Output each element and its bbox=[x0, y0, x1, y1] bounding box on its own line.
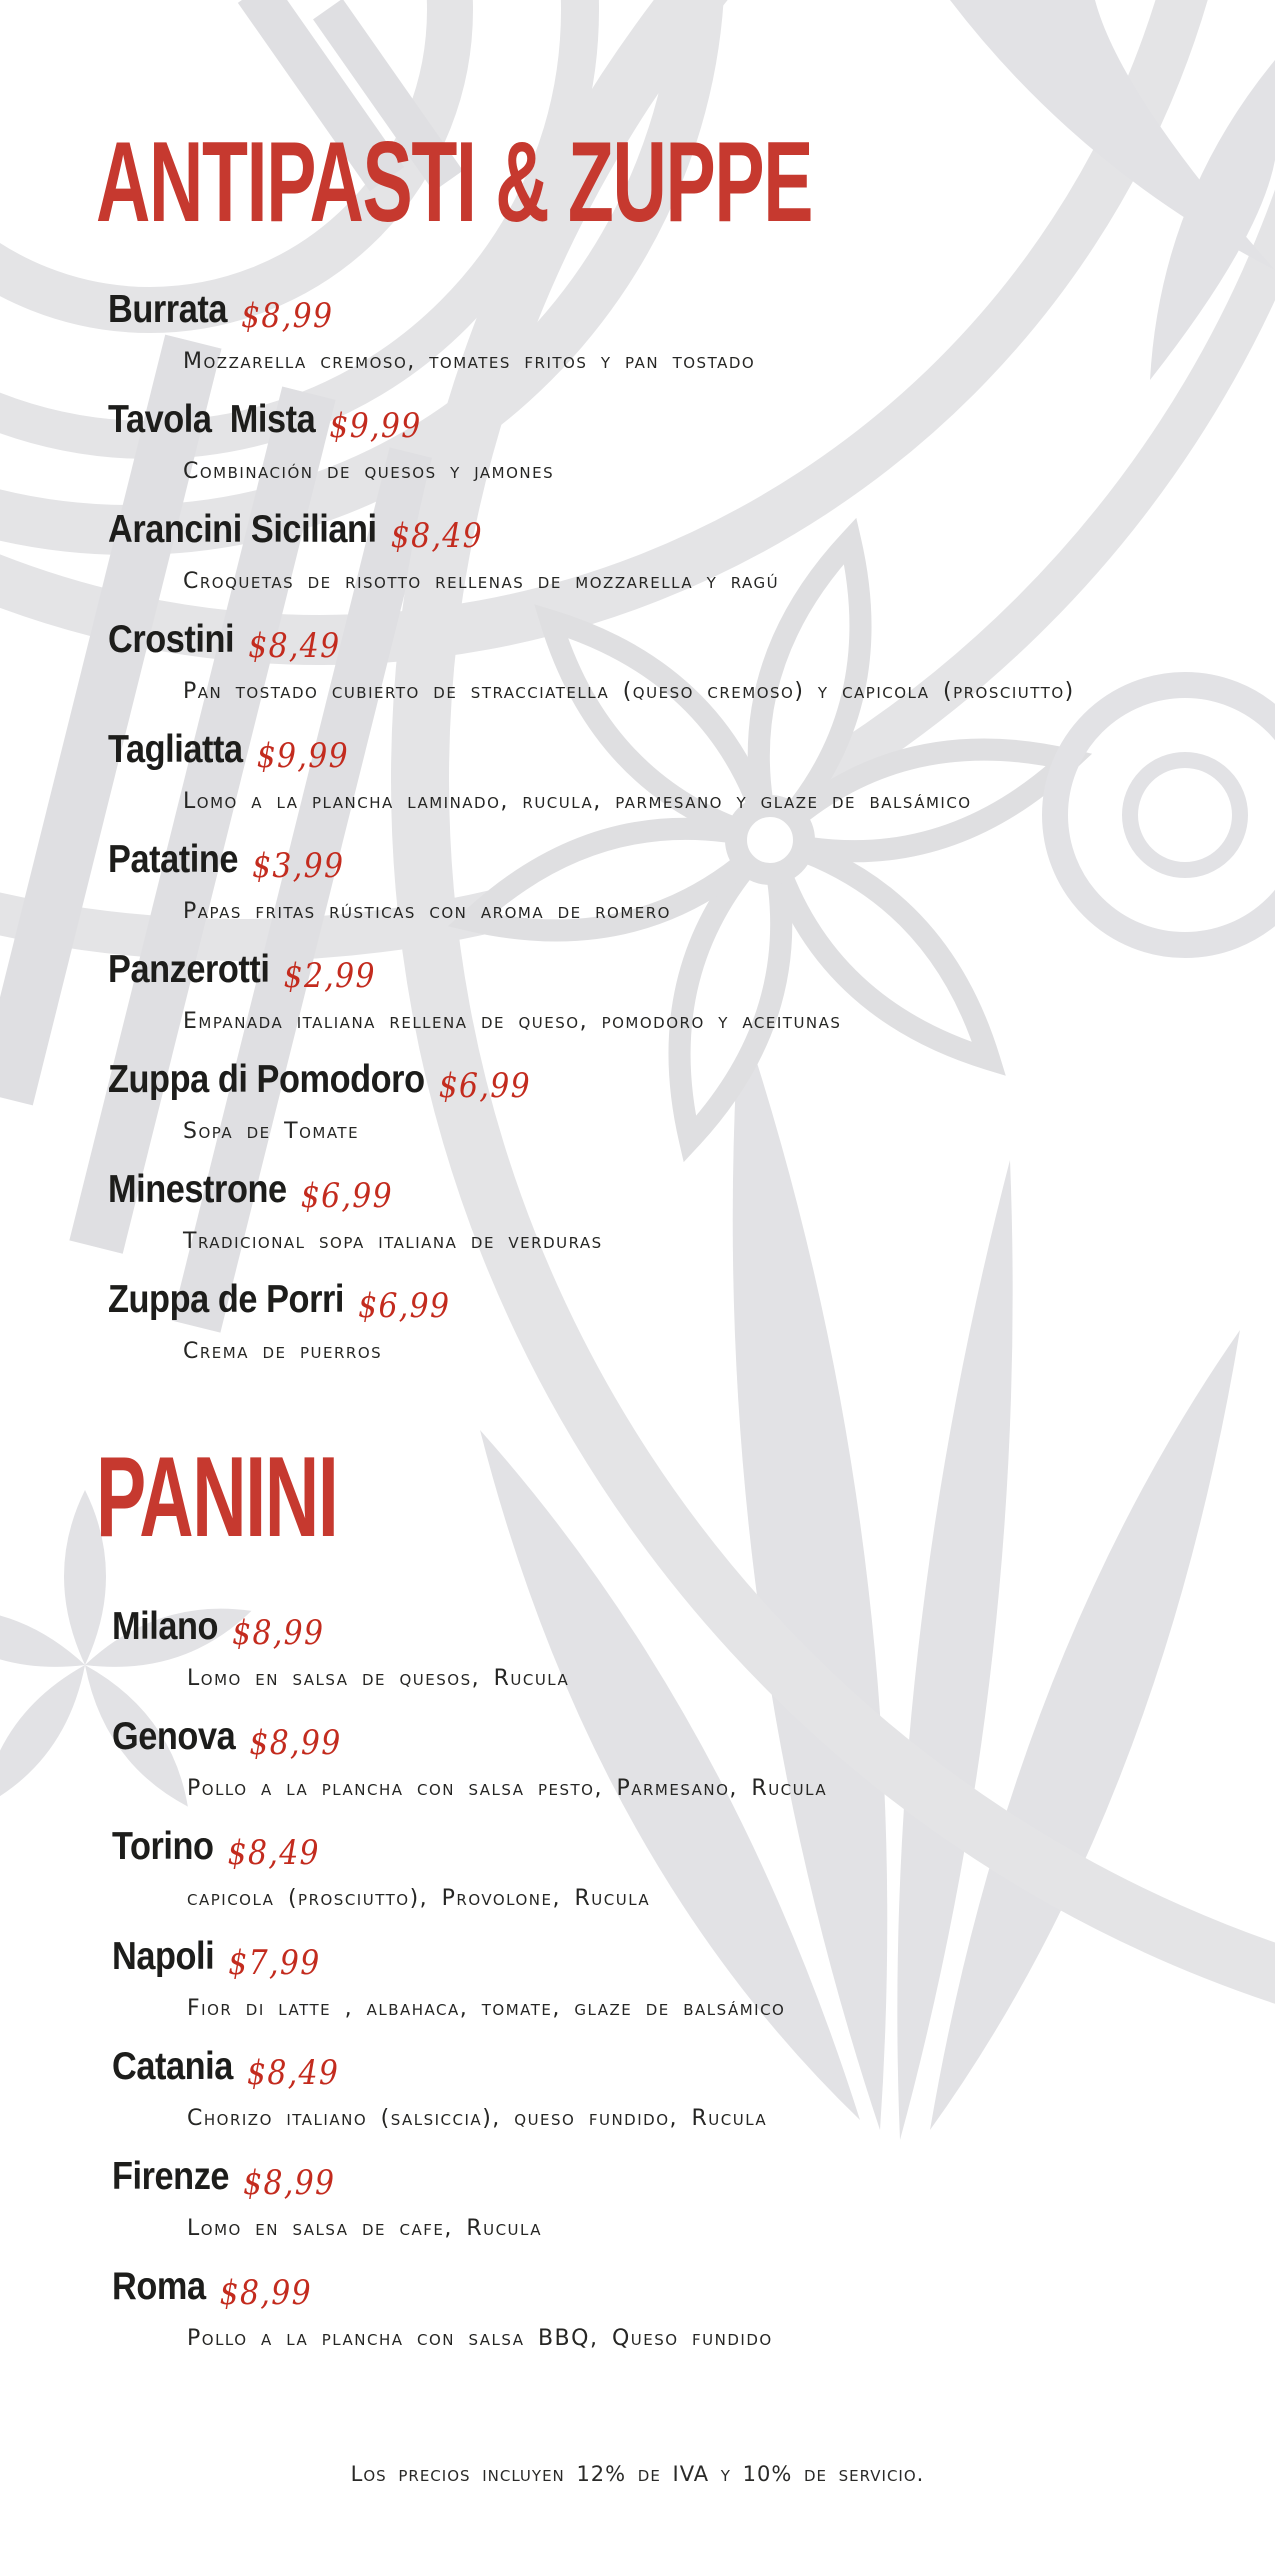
section-title-antipasti-zuppe: ANTIPASTI & ZUPPE bbox=[96, 119, 813, 246]
menu-item-description: Crema de puerros bbox=[183, 1339, 383, 1364]
menu-item bbox=[108, 728, 1075, 838]
menu-item-price: $8,99 bbox=[232, 1613, 325, 1653]
menu-item bbox=[112, 1605, 827, 1715]
menu-item-name: Zuppa di Pomodoro bbox=[108, 1058, 425, 1101]
menu-item bbox=[108, 288, 1075, 398]
menu-item-name: Arancini Siciliani bbox=[108, 508, 377, 551]
menu-item-description: Lomo en salsa de cafe, Rucula bbox=[187, 2216, 542, 2241]
menu-item-description: Tradicional sopa italiana de verduras bbox=[183, 1229, 603, 1254]
menu-item bbox=[108, 1058, 1075, 1168]
menu-item bbox=[108, 1168, 1075, 1278]
menu-item bbox=[112, 1825, 827, 1935]
menu-item bbox=[112, 2155, 827, 2265]
menu-item bbox=[108, 948, 1075, 1058]
menu-item-name: Tavola Mista bbox=[108, 398, 316, 441]
menu-item-price: $9,99 bbox=[329, 406, 422, 446]
menu-item bbox=[112, 1715, 827, 1825]
menu-item-name: Napoli bbox=[112, 1935, 215, 1978]
menu-item-description: Pollo a la plancha con salsa BBQ, Queso fundido bbox=[187, 2326, 773, 2351]
menu-item-description: Mozzarella cremoso, tomates fritos y pan tostado bbox=[183, 349, 756, 374]
menu-item-price: $8,99 bbox=[219, 2273, 312, 2313]
menu-item-description: Combinación de quesos y jamones bbox=[183, 459, 555, 484]
menu-item-price: $8,49 bbox=[248, 626, 341, 666]
menu-item bbox=[112, 2045, 827, 2155]
menu-item-description: Pollo a la plancha con salsa pesto, Parmesano, Rucula bbox=[187, 1776, 828, 1801]
menu-item bbox=[108, 1278, 1075, 1388]
menu-item-name: Burrata bbox=[108, 288, 227, 331]
menu-item bbox=[108, 618, 1075, 728]
menu-item-price: $6,99 bbox=[438, 1066, 531, 1106]
menu-item-name: Roma bbox=[112, 2265, 206, 2308]
menu-item-description: Papas fritas rústicas con aroma de romero bbox=[183, 899, 671, 924]
menu-item bbox=[108, 508, 1075, 618]
section-panini-items bbox=[112, 1605, 827, 2375]
menu-item-price: $8,99 bbox=[249, 1723, 342, 1763]
menu-item bbox=[108, 398, 1075, 508]
menu-item-price: $7,99 bbox=[228, 1943, 321, 1983]
menu-item-name: Panzerotti bbox=[108, 948, 270, 991]
menu-item-name: Firenze bbox=[112, 2155, 230, 2198]
footer-note: Los precios incluyen 12% de IVA y 10% de servicio. bbox=[350, 2462, 925, 2486]
menu-item-name: Tagliatta bbox=[108, 728, 243, 771]
menu-item bbox=[112, 2265, 827, 2375]
menu-item-name: Torino bbox=[112, 1825, 214, 1868]
menu-item-price: $8,49 bbox=[246, 2053, 340, 2093]
menu-item-description: Pan tostado cubierto de stracciatella (queso cremoso) y capicola (prosciutto) bbox=[183, 679, 1075, 704]
menu-item-price: $9,99 bbox=[256, 736, 349, 776]
menu-item-description: Lomo en salsa de quesos, Rucula bbox=[187, 1666, 570, 1691]
menu-item-name: Crostini bbox=[108, 618, 235, 661]
menu-item-price: $8,49 bbox=[390, 516, 483, 556]
menu-item-name: Patatine bbox=[108, 838, 238, 881]
menu-item-price: $8,99 bbox=[241, 296, 334, 336]
menu-item bbox=[108, 838, 1075, 948]
menu-item-price: $6,99 bbox=[300, 1176, 394, 1216]
menu-item-price: $8,49 bbox=[227, 1833, 320, 1873]
section-title-panini: PANINI bbox=[96, 1434, 338, 1561]
menu-item-name: Genova bbox=[112, 1715, 236, 1758]
menu-item bbox=[112, 1935, 827, 2045]
menu-item-name: Minestrone bbox=[108, 1168, 287, 1211]
menu-item-name: Milano bbox=[112, 1605, 219, 1648]
menu-item-price: $8,99 bbox=[243, 2163, 336, 2203]
menu-item-description: Croquetas de risotto rellenas de mozzarella y ragú bbox=[183, 569, 780, 594]
menu-item-description: Sopa de Tomate bbox=[183, 1119, 360, 1144]
menu-item-description: capicola (prosciutto), Provolone, Rucula bbox=[187, 1886, 651, 1911]
menu-item-name: Zuppa de Porri bbox=[108, 1278, 345, 1321]
menu-item-description: Lomo a la plancha laminado, rucula, parmesano y glaze de balsámico bbox=[183, 789, 972, 814]
section-antipasti-items bbox=[108, 288, 1075, 1388]
menu-item-description: Empanada italiana rellena de queso, pomodoro y aceitunas bbox=[183, 1009, 842, 1034]
menu-item-price: $6,99 bbox=[358, 1286, 451, 1326]
menu-item-description: Fior di latte , albahaca, tomate, glaze de balsámico bbox=[187, 1996, 786, 2021]
menu-item-price: $3,99 bbox=[252, 846, 345, 886]
menu-item-name: Catania bbox=[112, 2045, 233, 2088]
menu-item-price: $2,99 bbox=[283, 956, 376, 996]
menu-item-description: Chorizo italiano (salsiccia), queso fundido, Rucula bbox=[187, 2106, 768, 2131]
